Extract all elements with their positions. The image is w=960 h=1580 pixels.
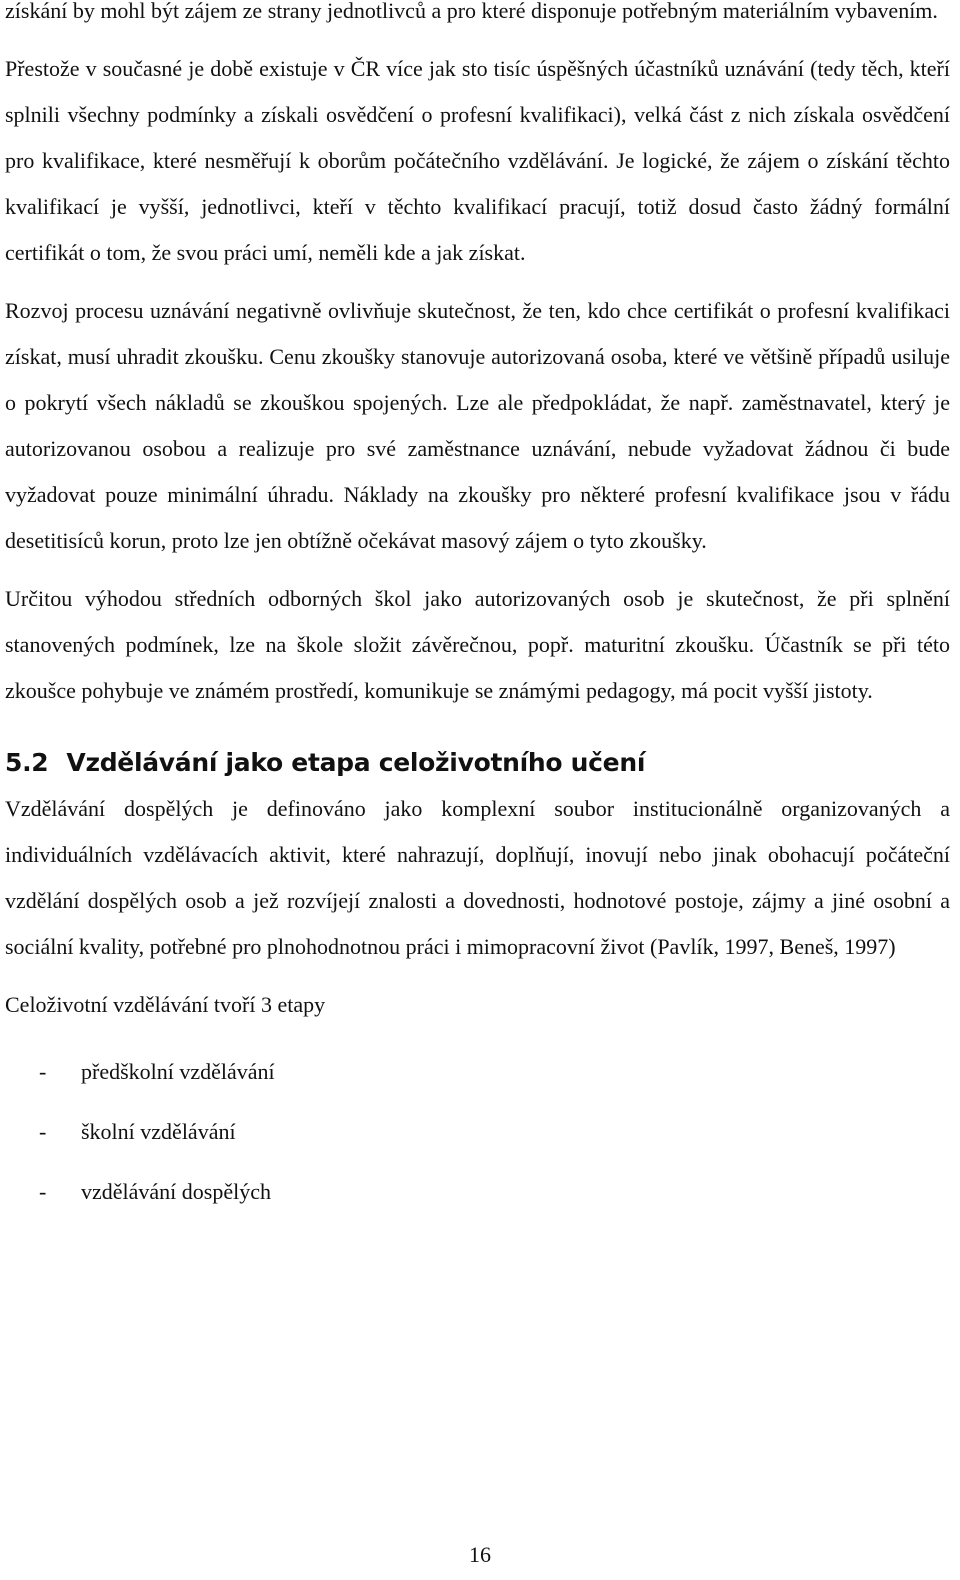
paragraph-adult-education-definition: Vzdělávání dospělých je definováno jako komplexní soubor institucionálně organizovaných a individuálních vzdělávacích aktivit, které nahrazují, doplňují, inovují nebo jinak obohacují počáteční vzdělání dospělých osob a jež rozvíjejí znalosti a dovednosti, hodnotové postoje, zájmy a jiné osobní a sociální kvality, potřebné pro plnohodnotnou práci i mimopracovní život (Pavlík, 1997, Beneš, 1997) bbox=[5, 796, 950, 959]
section-number: 5.2 bbox=[5, 748, 49, 777]
paragraph-school-advantage: Určitou výhodou středních odborných škol jako autorizovaných osob je skutečnost, že při splnění stanovených podmínek, lze na škole složit závěrečnou, popř. maturitní zkoušku. Účastník se při této zkoušce pohybuje ve známém prostředí, komunikuje se známými pedagogy, má pocit vyšší jistoty. bbox=[5, 586, 950, 703]
list-item bbox=[5, 1162, 950, 1222]
list-item bbox=[5, 1102, 950, 1162]
list-item-text: vzdělávání dospělých bbox=[81, 1179, 271, 1204]
list-bullet: - bbox=[39, 1119, 47, 1144]
paragraph-recognition-participants: Přestože v současné je době existuje v ČR více jak sto tisíc úspěšných účastníků uznávání (tedy těch, kteří splnili všechny podmínky a získali osvědčení o profesní kvalifikaci), velká část z nich získala osvědčení pro kvalifikace, které nesměřují k oborům počátečního vzdělávání. Je logické, že zájem o získání těchto kvalifikací je vyšší, jednotlivci, kteří v těchto kvalifikací pracují, totiž dosud často žádný formální certifikát o tom, že svou práci umí, neměli kde a jak získat. bbox=[5, 56, 950, 265]
section-title: Vzdělávání jako etapa celoživotního učení bbox=[66, 748, 646, 777]
paragraph-intro-continuation: získání by mohl být zájem ze strany jednotlivců a pro které disponuje potřebným materiálním vybavením. bbox=[5, 0, 938, 23]
list-bullet: - bbox=[39, 1059, 47, 1084]
paragraph-lifelong-stages-intro: Celoživotní vzdělávání tvoří 3 etapy bbox=[5, 992, 326, 1017]
document-page bbox=[5, 0, 950, 1222]
stages-list bbox=[5, 1042, 950, 1222]
paragraph-exam-costs: Rozvoj procesu uznávání negativně ovlivňuje skutečnost, že ten, kdo chce certifikát o profesní kvalifikaci získat, musí uhradit zkoušku. Cenu zkoušky stanovuje autorizovaná osoba, které ve většině případů usiluje o pokrytí všech nákladů se zkouškou spojených. Lze ale předpokládat, že např. zaměstnavatel, který je autorizovanou osobou a realizuje pro své zaměstnance uznávání, nebude vyžadovat žádnou či bude vyžadovat pouze minimální úhradu. Náklady na zkoušky pro některé profesní kvalifikace jsou v řádu desetitisíců korun, proto lze jen obtížně očekávat masový zájem o tyto zkoušky. bbox=[5, 298, 950, 553]
section-heading bbox=[5, 740, 950, 786]
list-item-text: předškolní vzdělávání bbox=[81, 1059, 275, 1084]
list-item-text: školní vzdělávání bbox=[81, 1119, 236, 1144]
list-item bbox=[5, 1042, 950, 1102]
page-number: 16 bbox=[469, 1542, 491, 1567]
list-bullet: - bbox=[39, 1179, 47, 1204]
